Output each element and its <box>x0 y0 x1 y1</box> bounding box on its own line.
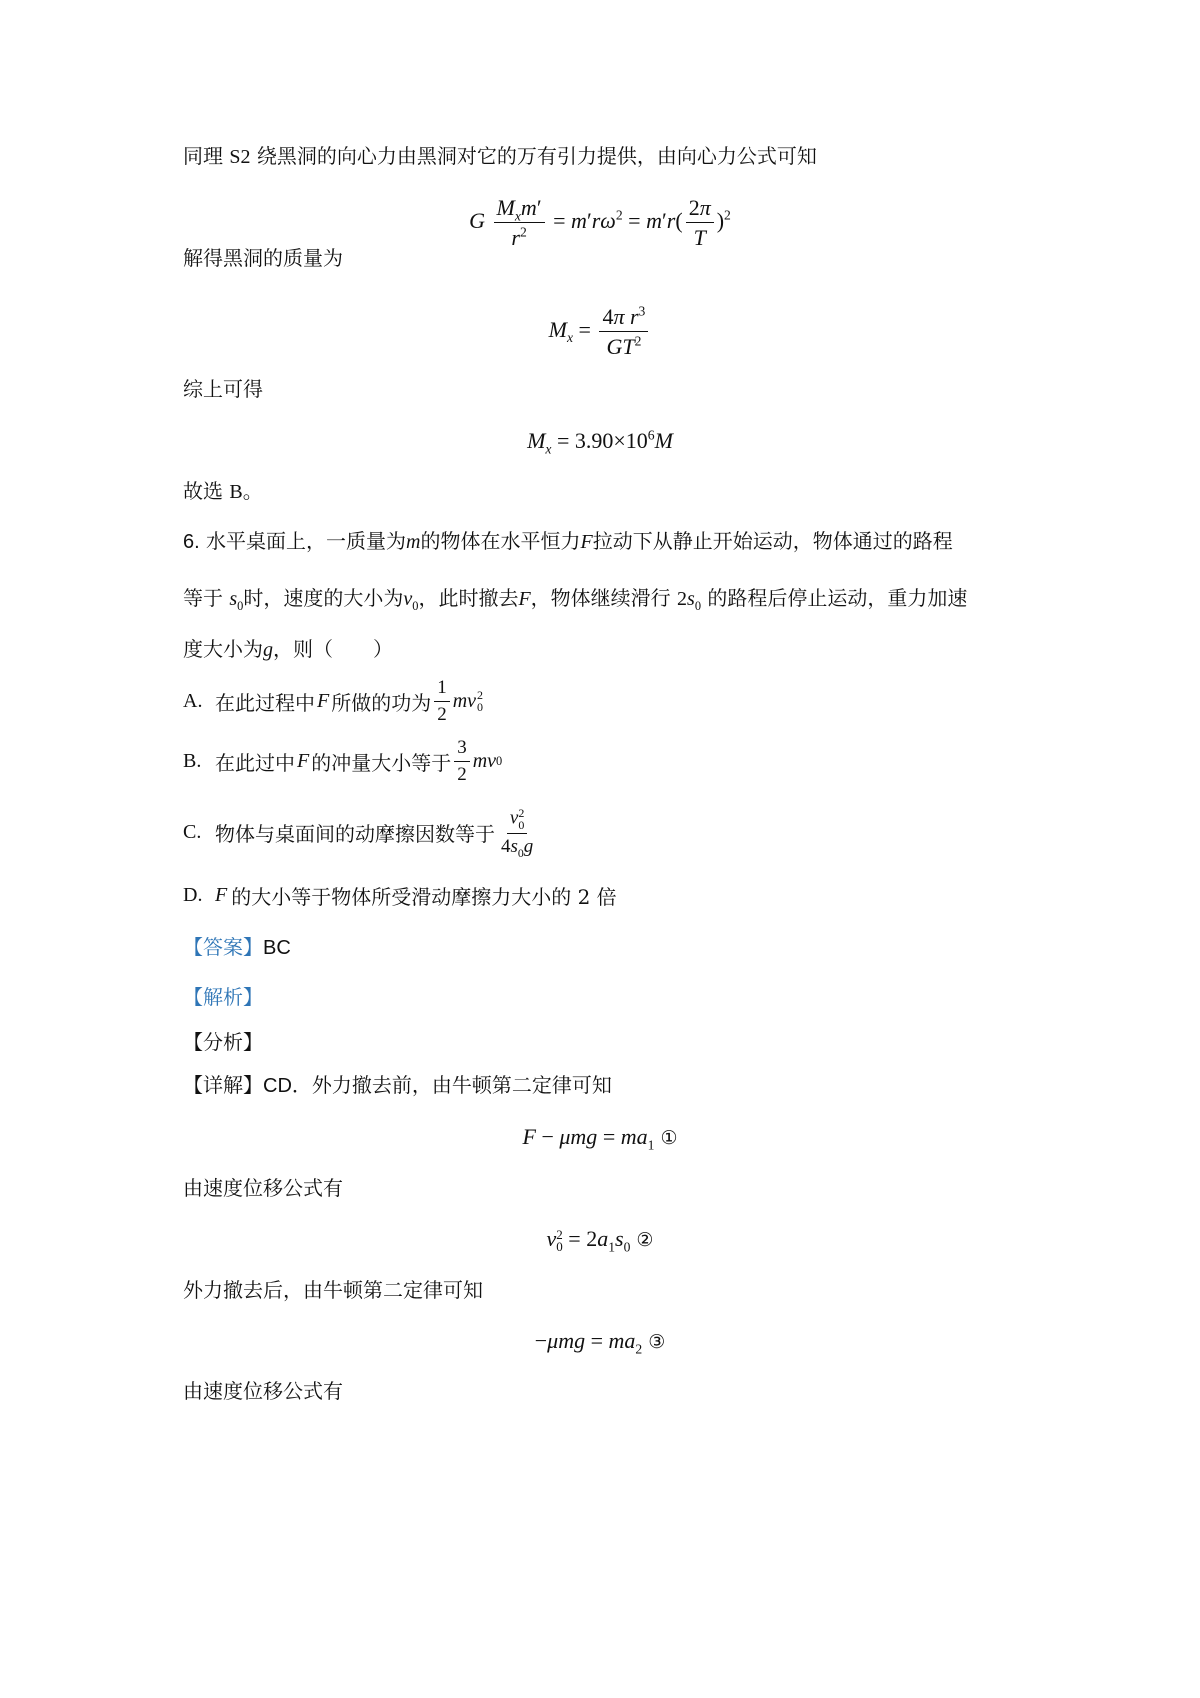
question-number: 6. <box>183 531 200 553</box>
var-g: g <box>263 639 273 661</box>
text-part: 时，速度的大小为 <box>243 586 404 610</box>
option-label: B. <box>183 749 202 772</box>
equation-1: $F - \mu mg = ma_1$ ① <box>522 1124 678 1153</box>
text-part: 绕黑洞的向心力由黑洞对它的万有引力提供，由向心力公式可知 <box>250 144 817 168</box>
text-part: ，此时撤去 <box>418 586 519 610</box>
text-part: ，则（ ） <box>273 637 393 661</box>
text-part: ．外力撤去前，由牛顿第二定律可知 <box>291 1073 612 1097</box>
choice-letters: CD <box>263 1075 292 1097</box>
var-f: F <box>215 883 228 906</box>
equation-result: $M_x = 3.90\times 10^6M$ <box>527 427 673 457</box>
text-part: ，物体继续滑行 <box>530 586 671 610</box>
equation-number: ② <box>636 1229 654 1251</box>
text-part: 等于 <box>183 586 223 610</box>
equation-3: $-\mu mg = ma_2$ ③ <box>534 1328 666 1357</box>
paragraph-after-removal: 外力撤去后，由牛顿第二定律可知 <box>183 1278 483 1302</box>
paragraph-choose-b <box>183 477 263 506</box>
option-a[interactable] <box>183 676 483 726</box>
text-part: 水平桌面上，一质量为 <box>206 529 407 553</box>
text-part: 度大小为 <box>183 637 263 661</box>
var-s: s <box>229 588 238 610</box>
equation-number: ③ <box>648 1331 666 1353</box>
text-part: 同理 <box>183 144 230 168</box>
equation-mass: $M_x$ = $\frac{4\pi r^3}{GT^2}$ <box>0 304 1200 360</box>
question-6-line-2 <box>183 584 967 613</box>
answer-value: BC <box>263 937 291 959</box>
answer-line <box>183 933 291 962</box>
var-f: F <box>297 749 310 772</box>
option-b[interactable] <box>183 736 502 786</box>
var-v: v <box>403 588 413 610</box>
option-text: 所做的功为 <box>331 690 432 715</box>
text-part: 故选 <box>183 479 230 503</box>
analysis-tag: 【解析】 <box>183 985 263 1009</box>
choice-letter: B <box>229 481 243 503</box>
option-label: C. <box>183 820 202 843</box>
var-f: F <box>518 588 531 610</box>
formula-three-half-mv: $\frac{3}{2}$ mv 0 <box>451 737 502 786</box>
option-text: 的大小等于物体所受滑动摩擦力大小的 2 倍 <box>231 884 617 909</box>
subscript: 0 <box>412 599 419 613</box>
equation-number: ① <box>660 1127 678 1149</box>
formula-friction-coefficient: v 2 0 $4s_0g$ <box>501 805 534 860</box>
detail-tag: 【详解】 <box>183 1073 263 1097</box>
var-f: F <box>317 689 330 712</box>
text-part: 。 <box>242 479 263 503</box>
equation-2: v 2 0 = $2a_1s_0$ ② <box>546 1226 654 1255</box>
text-part: 的物体在水平恒力 <box>420 529 581 553</box>
paragraph-kinematics-1: 由速度位移公式有 <box>183 1176 343 1200</box>
paragraph-centripetal <box>183 142 817 171</box>
var-f: F <box>580 531 593 553</box>
var-s: s <box>687 588 695 610</box>
text-part: 拉动下从静止开始运动，物体通过的路程 <box>592 529 953 553</box>
option-text: 的冲量大小等于 <box>311 750 452 775</box>
option-text: 物体与桌面间的动摩擦因数等于 <box>215 821 495 846</box>
option-label: D. <box>183 883 203 906</box>
number: 2 <box>677 588 688 610</box>
option-d[interactable] <box>183 880 617 910</box>
fenxi-tag: 【分析】 <box>183 1030 263 1054</box>
subscript: 0 <box>237 599 244 613</box>
star-label: S2 <box>229 146 251 168</box>
answer-tag: 【答案】 <box>183 935 263 959</box>
formula-half-mv2: $\frac{1}{2}$ mv 2 0 <box>431 677 483 726</box>
option-c[interactable] <box>183 803 539 861</box>
option-label: A. <box>183 689 203 712</box>
subscript: 0 <box>694 599 702 613</box>
text-part: 的路程后停止运动，重力加速 <box>707 586 968 610</box>
option-text: 在此过中 <box>215 750 295 775</box>
question-6-line-1 <box>183 527 953 556</box>
paragraph-kinematics-2: 由速度位移公式有 <box>183 1379 343 1403</box>
equation-gravity: G $\frac{M_xm'}{r^2}$ = $m'r\omega^2 = m'r$( $\frac{2\pi}{T}$ )$^2$ <box>469 195 731 251</box>
paragraph-conclusion: 综上可得 <box>183 377 263 401</box>
question-6-line-3 <box>183 635 393 664</box>
var-m: m <box>406 531 421 553</box>
option-text: 在此过程中 <box>215 690 315 715</box>
paragraph-solve-mass: 解得黑洞的质量为 <box>183 246 343 270</box>
detail-line <box>183 1071 612 1100</box>
